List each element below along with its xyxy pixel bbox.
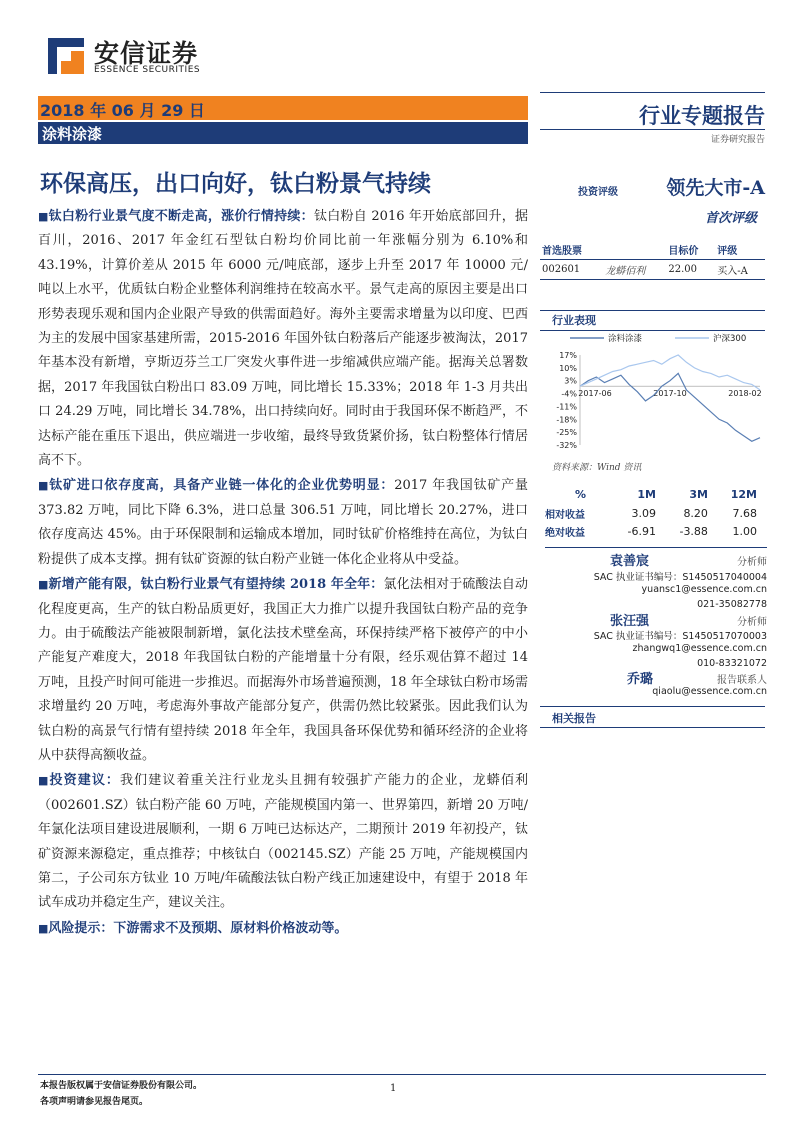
table-header: 目标价 <box>666 241 715 259</box>
y-tick-label: -18% <box>556 415 577 425</box>
analyst-name: 乔璐 <box>627 672 654 687</box>
stock-code: 002601 <box>540 259 603 279</box>
table-header: 3M <box>689 487 708 501</box>
x-tick-label: 2018-02 <box>728 389 762 399</box>
stock-name: 龙蟒佰利 <box>603 259 666 279</box>
paragraph-text: 我们建议着重关注行业龙头且拥有较强扩产能力的企业，龙蟒佰利（002601.SZ）钛白粉产能 60 万吨，产能规模国内第一、世界第四，新增 20 万吨/年氯化法项目建设进展顺利，一期 6 万吨已达标达产，二期预计 2019 年初投产，钛矿资源来源稳定，重点推荐；中核钛白（002145.SZ）产能 25 万吨，产能规模国内第二，子公司东方钛业 10 万吨/年硫酸法钛白粉产线正加速建设中，有望于 2018 年试车成功并稳定生产，建议关注。 <box>38 773 528 911</box>
analyst-cert: SAC 执业证书编号：S1450517070003 <box>593 631 767 642</box>
y-tick-label: -4% <box>561 389 577 399</box>
report-type: 行业专题报告 <box>639 103 765 128</box>
table-cell: 8.20 <box>683 506 708 520</box>
analyst-role: 报告联系人 <box>717 675 767 686</box>
analyst-email[interactable]: yuansc1@essence.com.cn <box>641 584 767 595</box>
analyst-cert: SAC 执业证书编号：S1450517040004 <box>593 572 767 583</box>
divider <box>540 706 765 707</box>
bullet-icon: ■ <box>38 479 50 493</box>
report-body <box>38 205 528 942</box>
report-date: 2018 年 06 月 29 日 <box>40 101 205 120</box>
analyst-phone: 010-83321072 <box>697 658 767 669</box>
bullet-icon: ■ <box>38 774 50 788</box>
chart-axes <box>556 351 761 450</box>
divider <box>540 92 765 93</box>
paragraph-lead: 钛矿进口依存度高，具备产业链一体化的企业优势明显： <box>49 478 395 494</box>
footer-copyright: 本报告版权属于安信证券股份有限公司。 <box>40 1081 203 1091</box>
paragraph <box>38 573 528 768</box>
series-line <box>580 373 760 441</box>
bullet-icon: ■ <box>38 578 49 592</box>
essence-logo-icon <box>46 36 86 76</box>
page-number: 1 <box>390 1083 397 1094</box>
footer-disclaimer: 各项声明请参见报告尾页。 <box>40 1097 149 1107</box>
chart-legend <box>570 333 746 344</box>
series-line <box>580 355 760 390</box>
legend-label: 涂料涂漆 <box>608 334 643 344</box>
paragraph-lead: 风险提示：下游需求不及预期、原材料价格波动等。 <box>48 920 348 936</box>
logo-english-name: ESSENCE SECURITIES <box>94 65 201 75</box>
table-cell: -6.91 <box>627 524 656 538</box>
bullet-icon: ■ <box>38 921 49 935</box>
table-header: 首选股票 <box>540 241 603 259</box>
paragraph-lead: 钛白粉行业景气度不断走高，涨价行情持续： <box>48 209 314 224</box>
table-header: 评级 <box>715 241 765 259</box>
bullet-icon: ■ <box>38 210 49 223</box>
paragraph-lead: 新增产能有限，钛白粉行业景气有望持续 2018 年全年： <box>48 577 384 593</box>
analyst-name: 袁善宸 <box>610 554 650 569</box>
stock-rating: 买入-A <box>715 259 765 279</box>
y-tick-label: -11% <box>556 402 577 412</box>
analyst-phone: 021-35082778 <box>697 599 767 610</box>
paragraph-text: 钛白粉自 2016 年开始底部回升，据百川，2016、2017 年金红石型钛白粉均价同比前一年涨幅分别为 6.10%和 43.19%，计算价差从 2015 年 6000 元/吨底部，逐步上升至 2017 年 10000 元/吨以上水平，优质钛白粉企业整体利润维持在较高水平。景气走高的原因主要是出口形势表现乐观和国内企业限产导致的供需面趋好。海外主要需求增量为以印度、巴西为主的发展中国家基建所需，2015-2016 年国外钛白粉落后产能逐步被淘汰，2017 年基本没有新增，亨斯迈芬兰工厂突发火事件进一步缩减供应端产能。据海关总署数据，2017 年我国钛白粉出口 83.09 万吨，同比增长 15.33%；2018 年 1-3 月共出口 24.29 万吨，同比增长 34.78%，出口持续向好。同时由于我国环保不断趋严，不达标产能在重压下退出，供应端进一步收缩，最终导致货紧价扬，钛白粉整体行情居高不下。 <box>38 209 528 469</box>
footer-divider <box>38 1074 766 1075</box>
legend-label: 沪深300 <box>713 334 747 344</box>
paragraph <box>38 205 528 473</box>
target-price: 22.00 <box>666 259 715 279</box>
paragraph-lead: 投资建议： <box>49 773 121 789</box>
table-header: % <box>575 487 587 501</box>
divider <box>540 129 765 130</box>
y-tick-label: -32% <box>556 441 577 450</box>
table-row <box>545 504 767 522</box>
sector-bar <box>38 122 528 144</box>
performance-table <box>545 484 767 540</box>
divider <box>540 310 765 311</box>
paragraph <box>38 474 528 572</box>
x-tick-label: 2017-06 <box>578 389 612 399</box>
y-tick-label: 3% <box>564 376 577 386</box>
paragraph-text: 2017 年我国钛矿产量 373.82 万吨，同比下降 6.3%，进口总量 306.51 万吨，同比增长 20.27%，进口依存度高达 45%。由于环保限制和运输成本增加，同时钛矿价格维持在高位，为钛白粉提供了成本支撑。拥有钛矿资源的钛白粉产业链一体化企业将从中受益。 <box>38 478 528 567</box>
preferred-stocks-table <box>540 241 765 280</box>
report-subtitle: 证券研究报告 <box>710 135 765 145</box>
rating-label: 投资评级 <box>578 187 618 198</box>
table-cell: 1.00 <box>732 524 757 538</box>
table-header: 1M <box>637 487 656 501</box>
table-cell: 7.68 <box>732 506 757 520</box>
table-cell: -3.88 <box>679 524 708 538</box>
table-row <box>545 522 767 540</box>
rating-subtitle: 首次评级 <box>704 211 757 226</box>
y-tick-label: -25% <box>556 428 577 438</box>
y-tick-label: 10% <box>559 363 577 373</box>
analyst-role: 分析师 <box>737 617 767 628</box>
table-row <box>540 259 765 279</box>
paragraph <box>38 917 528 941</box>
paragraph <box>38 769 528 915</box>
analyst-email[interactable]: qiaolu@essence.com.cn <box>652 686 767 697</box>
table-cell: 3.09 <box>631 506 656 520</box>
row-label: 绝对收益 <box>545 527 585 539</box>
industry-performance-chart <box>540 330 765 455</box>
x-tick-label: 2017-10 <box>653 389 687 399</box>
performance-title: 行业表现 <box>552 314 596 327</box>
paragraph-text: 氯化法相对于硫酸法自动化程度更高，生产的钛白粉品质更好，我国正大力推广以提升我国钛白粉产品的竞争力。由于硫酸法产能被限制新增，氯化法技术壁垒高，环保持续严格下被停产的中小产能复产难度大，2018 年我国钛白粉的产能增量十分有限，经乐观估算不超过 14 万吨，且投产时间可能进一步推迟。而据海外市场普遍预测，18 年全球钛白粉市场需求增量约 20 万吨，考虑海外事故产能部分复产，供需仍然比较紧张。因此我们认为钛白粉的高景气行情有望持续 2018 年全年，我国具备环保优势和循环经济的企业将从中获得高额收益。 <box>38 577 528 763</box>
divider <box>545 547 767 548</box>
divider <box>540 727 765 728</box>
rating-value: 领先大市-A <box>666 177 765 199</box>
logo-chinese-name: 安信证券 <box>94 39 199 68</box>
y-tick-label: 17% <box>559 351 577 360</box>
chart-source: 资料来源：Wind 资讯 <box>552 463 642 473</box>
analyst-role: 分析师 <box>737 557 767 568</box>
related-reports-title: 相关报告 <box>552 712 596 725</box>
table-header: 12M <box>730 487 757 501</box>
report-title: 环保高压，出口向好，钛白粉景气持续 <box>40 170 431 197</box>
analyst-email[interactable]: zhangwq1@essence.com.cn <box>632 643 767 654</box>
row-label: 相对收益 <box>545 509 585 521</box>
analyst-name: 张汪强 <box>610 614 650 629</box>
table-header <box>603 241 666 259</box>
sector-name: 涂料涂漆 <box>42 125 103 143</box>
